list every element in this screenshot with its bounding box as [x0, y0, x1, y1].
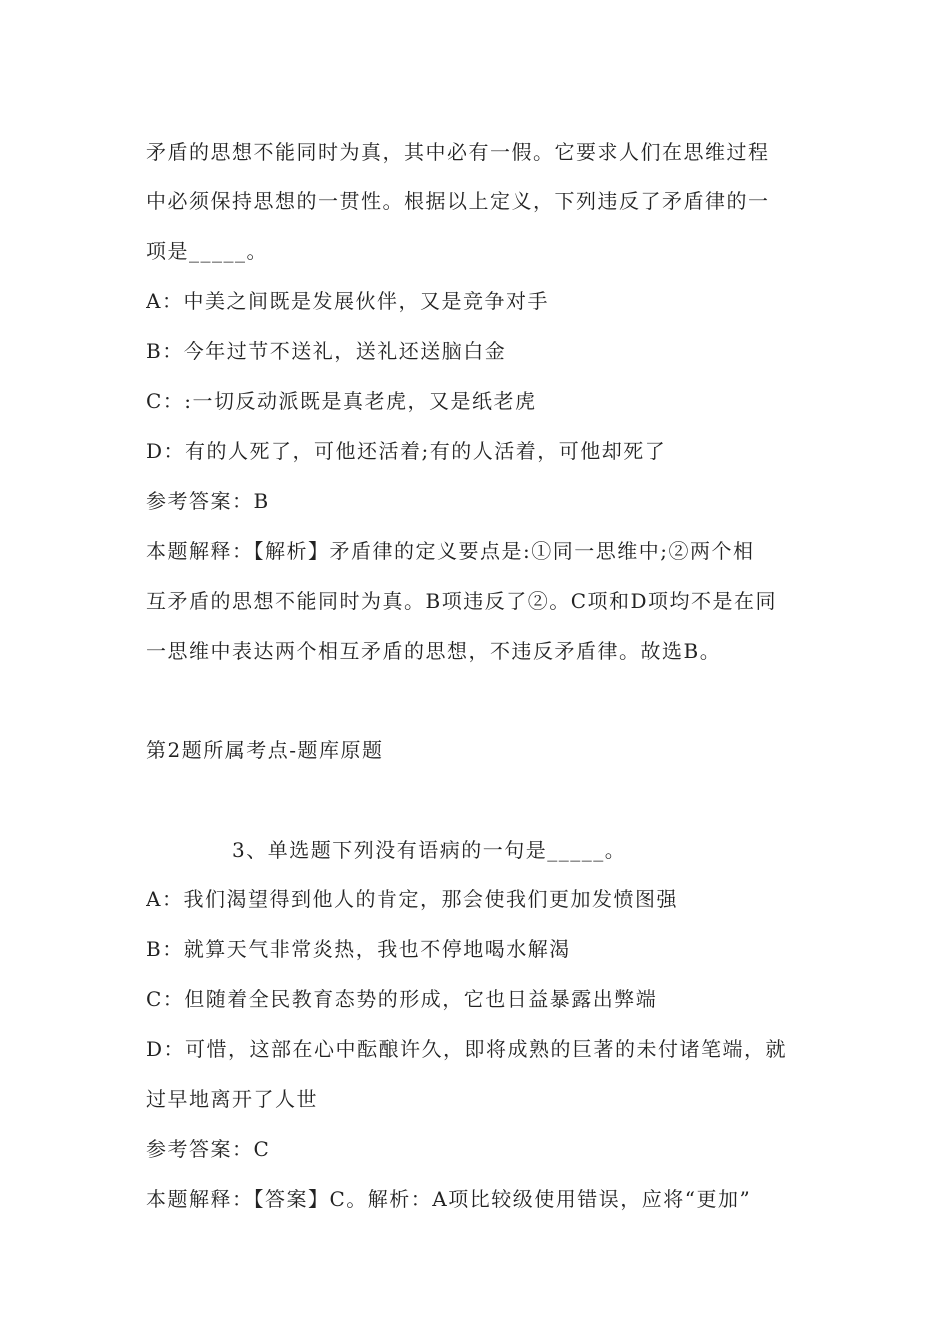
q3-option-d-line-2: 过早地离开了人世 [146, 1087, 318, 1111]
q3-explanation-line-1: 本题解释：【答案】C。解析：A项比较级使用错误，应将“更加” [146, 1187, 752, 1211]
q2-option-b: B：今年过节不送礼，送礼还送脑白金 [146, 339, 507, 363]
q3-answer: 参考答案：C [146, 1137, 271, 1161]
q2-explanation-line-2: 互矛盾的思想不能同时为真。B项违反了②。C项和D项均不是在同 [146, 589, 778, 613]
q2-answer: 参考答案：B [146, 489, 270, 513]
q2-stem-line-1: 矛盾的思想不能同时为真，其中必有一假。它要求人们在思维过程 [146, 140, 770, 164]
q2-option-c: C：:一切反动派既是真老虎，又是纸老虎 [146, 389, 537, 413]
q3-option-c: C：但随着全民教育态势的形成，它也日益暴露出弊端 [146, 987, 658, 1011]
q3-option-a: A：我们渴望得到他人的肯定，那会使我们更加发愤图强 [146, 887, 678, 911]
q2-explanation-line-3: 一思维中表达两个相互矛盾的思想，不违反矛盾律。故选B。 [146, 639, 722, 663]
q2-topic: 第2题所属考点-题库原题 [146, 738, 384, 762]
q3-option-d-line-1: D：可惜，这部在心中酝酿许久，即将成熟的巨著的未付诸笔端，就 [146, 1037, 788, 1061]
q2-stem-line-2: 中必须保持思想的一贯性。根据以上定义，下列违反了矛盾律的一 [146, 189, 770, 213]
q2-option-d: D：有的人死了，可他还活着;有的人活着，可他却死了 [146, 439, 667, 463]
q2-stem-line-3: 项是_____。 [146, 239, 268, 263]
q2-option-a: A：中美之间既是发展伙伴，又是竞争对手 [146, 289, 549, 313]
q3-option-b: B：就算天气非常炎热，我也不停地喝水解渴 [146, 937, 571, 961]
q2-explanation-line-1: 本题解释：【解析】矛盾律的定义要点是:①同一思维中;②两个相 [146, 539, 755, 563]
q3-stem: 3、单选题下列没有语病的一句是_____。 [232, 838, 627, 862]
